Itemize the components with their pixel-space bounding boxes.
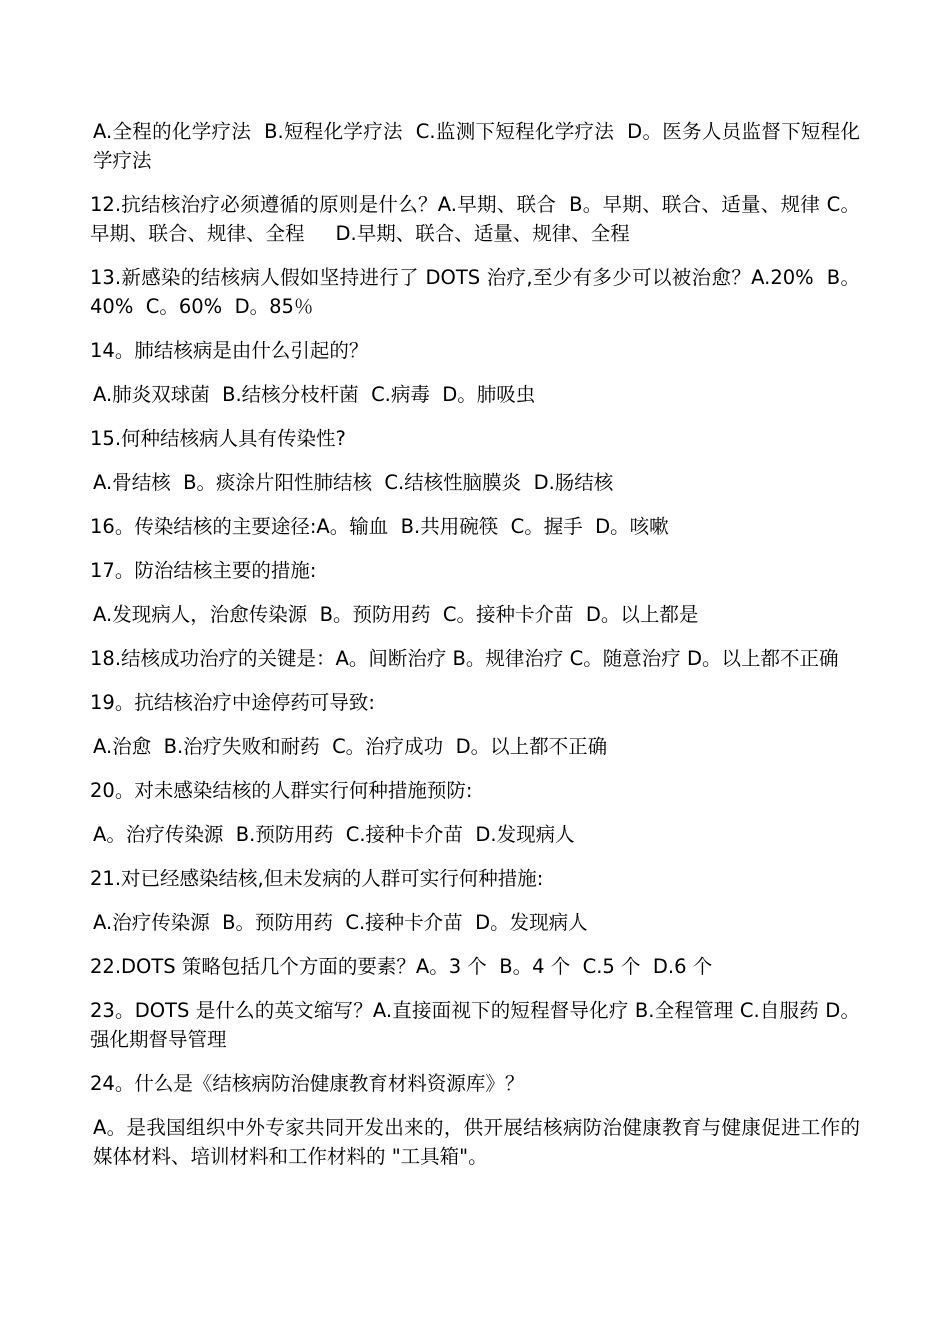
question-18: 18.结核成功治疗的关键是：A。间断治疗 B。规律治疗 C。随意治疗 D。以上都不正确 bbox=[90, 647, 839, 670]
question-21: 21.对已经感染结核,但未发病的人群可实行何种措施: bbox=[90, 867, 544, 890]
answer-options-24: A。是我国组织中外专家共同开发出来的，供开展结核病防治健康教育与健康促进工作的媒体材料、培训材料和工作材料的 "工具箱"。 bbox=[93, 1116, 860, 1168]
answer-options-15: A.骨结核 B。痰涂片阳性肺结核 C.结核性脑膜炎 D.肠结核 bbox=[93, 471, 614, 494]
answer-options-19: A.治愈 B.治疗失败和耐药 C。治疗成功 D。以上都不正确 bbox=[93, 735, 608, 758]
question-17: 17。防治结核主要的措施: bbox=[90, 559, 317, 582]
question-19: 19。抗结核治疗中途停药可导致: bbox=[90, 691, 375, 714]
answer-options-20: A。治疗传染源 B.预防用药 C.接种卡介苗 D.发现病人 bbox=[93, 823, 575, 846]
question-16: 16。传染结核的主要途径:A。输血 B.共用碗筷 C。握手 D。咳嗽 bbox=[90, 515, 669, 538]
question-14: 14。肺结核病是由什么引起的？ bbox=[90, 339, 369, 362]
question-15: 15.何种结核病人具有传染性? bbox=[90, 427, 346, 450]
question-24: 24。什么是《结核病防治健康教育材料资源库》？ bbox=[90, 1072, 525, 1095]
question-23: 23。DOTS 是什么的英文缩写？A.直接面视下的短程督导化疗 B.全程管理 C.自服药 D。强化期督导管理 bbox=[90, 999, 860, 1051]
question-13: 13.新感染的结核病人假如坚持进行了 DOTS 治疗,至少有多少可以被治愈？A.20% B。40% C。60% D。85％ bbox=[90, 266, 860, 318]
answer-options-14: A.肺炎双球菌 B.结核分枝杆菌 C.病毒 D。肺吸虫 bbox=[93, 383, 536, 406]
answer-options: A.全程的化学疗法 B.短程化学疗法 C.监测下短程化学疗法 D。医务人员监督下短程化学疗法 bbox=[93, 120, 860, 172]
document-page bbox=[90, 117, 860, 1186]
answer-options-21: A.治疗传染源 B。预防用药 C.接种卡介苗 D。发现病人 bbox=[93, 911, 588, 934]
question-20: 20。对未感染结核的人群实行何种措施预防: bbox=[90, 779, 473, 802]
answer-options-17: A.发现病人，治愈传染源 B。预防用药 C。接种卡介苗 D。以上都是 bbox=[93, 603, 699, 626]
question-22: 22.DOTS 策略包括几个方面的要素？A。3 个 B。4 个 C.5 个 D.6 个 bbox=[90, 955, 713, 978]
question-12: 12.抗结核治疗必须遵循的原则是什么？A.早期、联合 B。早期、联合、适量、规律 C。早期、联合、规律、全程 D.早期、联合、适量、规律、全程 bbox=[90, 193, 860, 245]
